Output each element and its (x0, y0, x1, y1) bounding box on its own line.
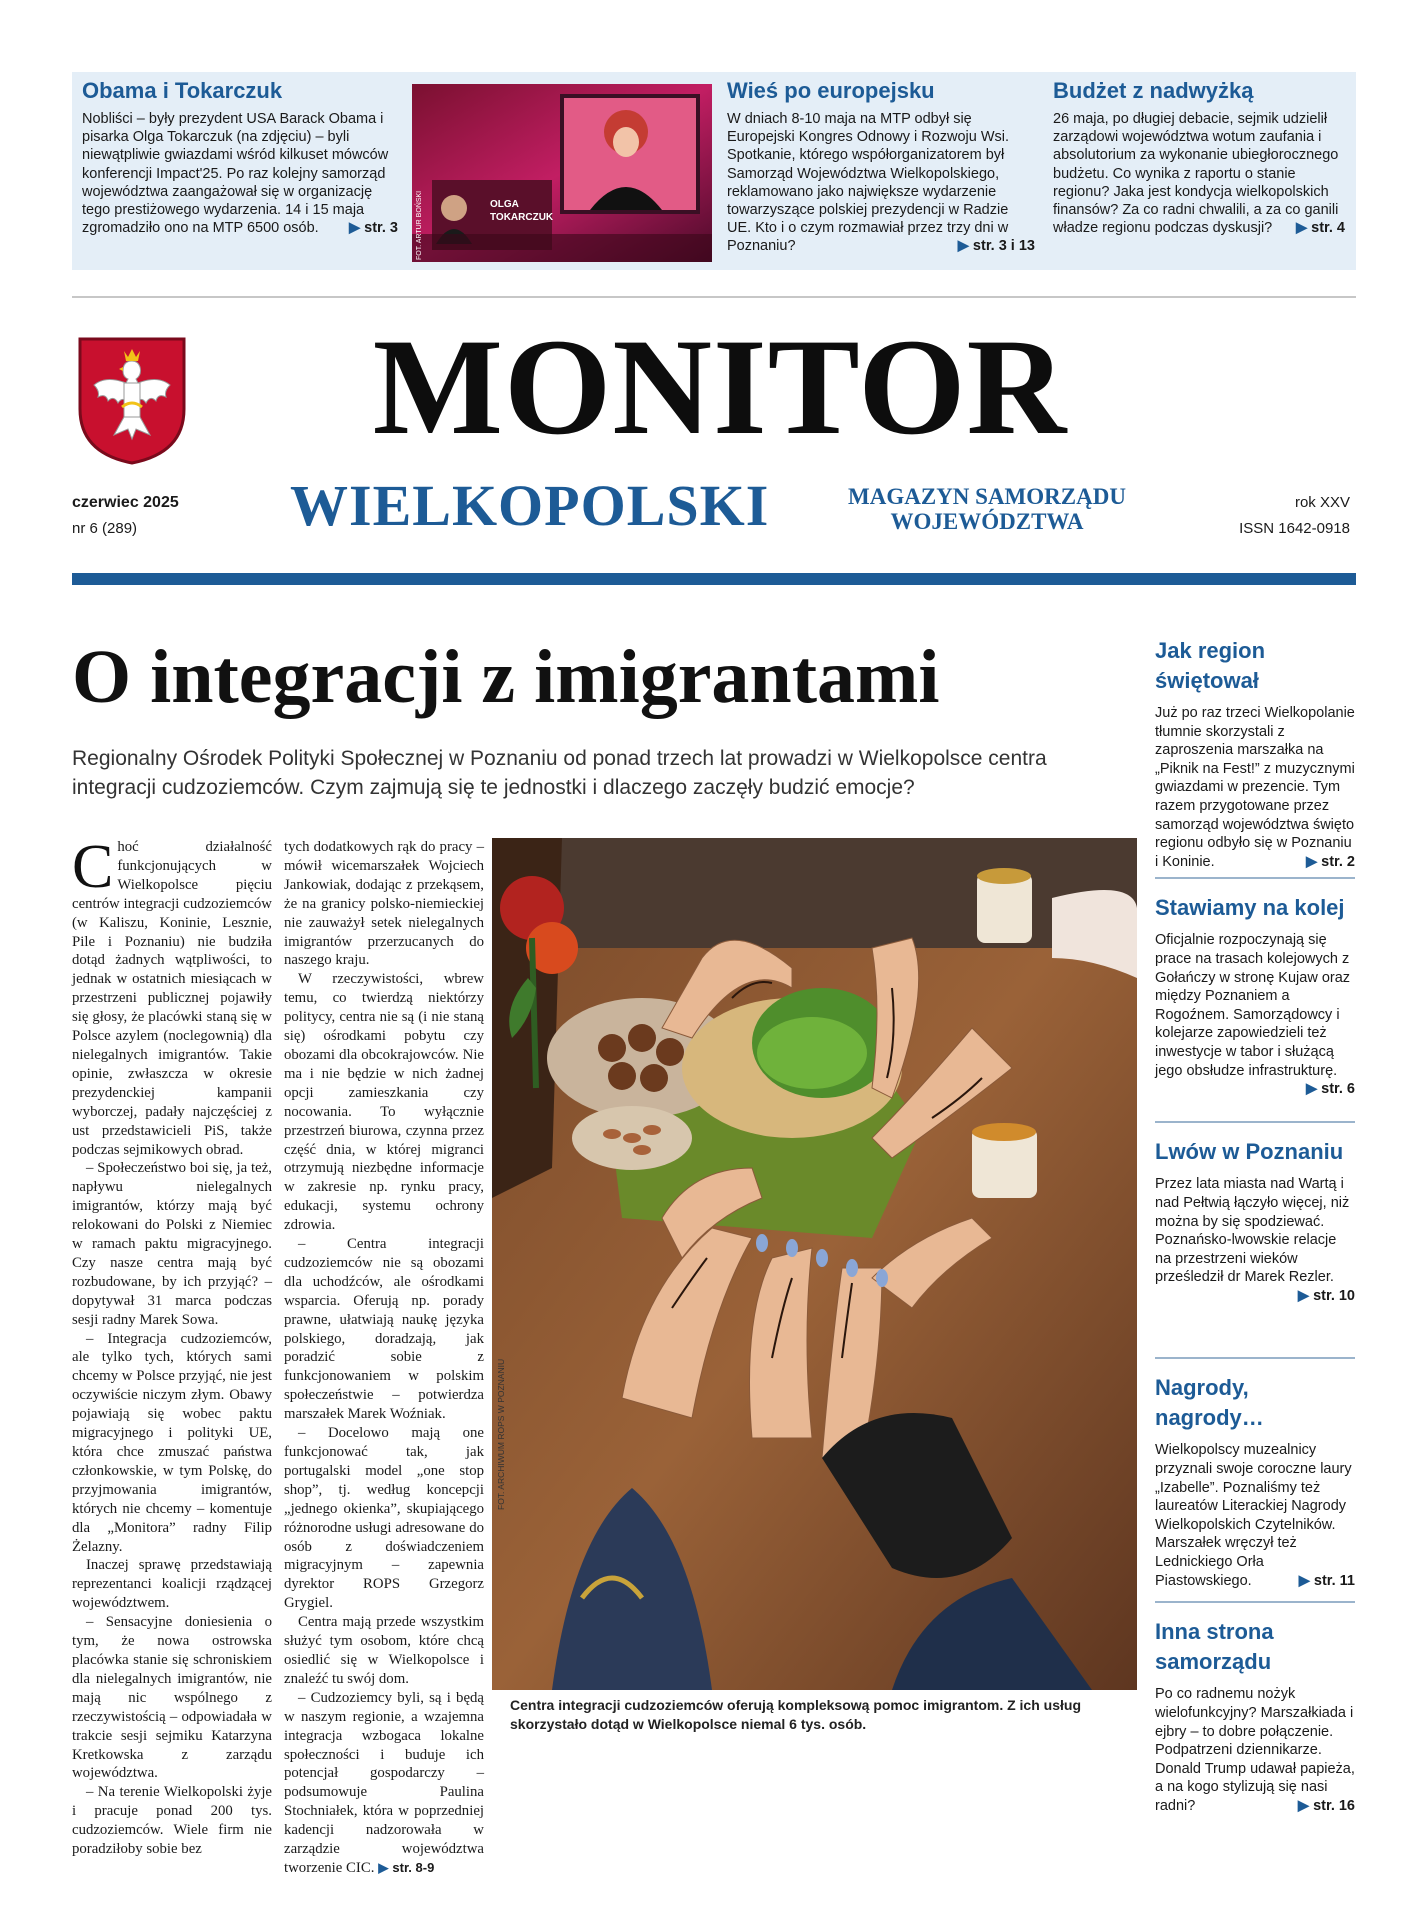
paragraph: – Docelowo mają one funkcjonować tak, jak portugalski model „one stop shop”, tj. według koncepcji „jednego okienka”, skupiającego różnorodne usługi adresowane do osób z doświadczeniem migracyjnym – zapewnia dyrektor ROPS Grzegorz Grygiel. (284, 1425, 484, 1612)
play-arrow-icon: ▶ (348, 220, 361, 237)
main-photo (492, 838, 1137, 1690)
page-ref[interactable]: ▶ str. 8-9 (378, 1859, 435, 1875)
sidebar-text: Oficjalnie rozpoczynają się prace na trasach kolejowych z Gołańczy w stronę Kujaw oraz między Poznaniem a Rogoźnem. Samorządowcy i kolejarze zapowiedzieli też inwestycje w tabor i służącą jego obsłudze infrastrukturę. ▶ str. 6 (1155, 932, 1355, 1098)
sidebar-item-lwow[interactable] (1155, 1137, 1355, 1359)
issue-number: nr 6 (289) (72, 520, 138, 537)
screen-label: TOKARCZUK (490, 212, 554, 223)
paragraph: Inaczej sprawę przedstawiają reprezentanci koalicji rządzącej województwem. (72, 1557, 272, 1612)
sidebar-item-nagrody[interactable] (1155, 1373, 1355, 1603)
paragraph: – Sensacyjne doniesienia o tym, że nowa ostrowska placówka stanie się schroniskiem dla nielegalnych imigrantów, nie mają nic wspólnego z rzeczywistością – odpowiadała w trakcie sesji sejmiku Katarzyna Kretkowska z zarządu województwa. (72, 1614, 272, 1782)
page-ref[interactable]: ▶ str. 6 (1305, 1081, 1355, 1098)
photo-credit: FOT. ARTUR BOŃSKI (416, 190, 423, 260)
article-lead: Regionalny Ośrodek Polityki Społecznej w Poznaniu od ponad trzech lat prowadzi w Wielkopolsce centra integracji cudzoziemców. Czym zajmują się te jednostki i dlaczego zaczęły budzić emocje? (72, 747, 1047, 799)
issue-date: czerwiec 2025 (72, 494, 179, 511)
page-ref[interactable]: ▶ str. 11 (1298, 1572, 1355, 1589)
sidebar-text: Po co radnemu nożyk wielofunkcyjny? Marszałkiada i ejbry – to dobre połączenie. Podpatrzeni dziennikarze. Donald Trump udawał papieża, a na kogo stylizują się nasi radni? ▶ str. 16 (1155, 1686, 1355, 1814)
teaser-text: 26 maja, po długiej debacie, sejmik udzielił zarządowi województwa wotum zaufania i absolutorium za wykonanie ubiegłorocznego budżetu. Co wynika z raportu o stanie regionu? Jaka jest kondycja wielkopolskich finansów? Za co radni chwalili, a za co ganili władze regionu podczas dyskusji? ▶ str. 4 (1053, 111, 1345, 237)
play-arrow-icon: ▶ (1298, 1572, 1310, 1589)
paragraph: – Centra integracji cudzoziemców nie są obozami dla uchodźców, ale ośrodkami wsparcia. Oferują np. porady prawne, ułatwiają naukę języka polskiego, doradzają, jak poradzić sobie z funkcjonowaniem w polskim społeczeństwie – potwierdza marszałek Marek Woźniak. (284, 1236, 484, 1423)
issue-info (72, 490, 179, 542)
paragraph: W rzeczywistości, wbrew temu, co twierdzą niektórzy politycy, centra nie są (i nie staną się) ośrodkami pobytu czy obozami dla obcokrajowców. Nie ma i nie będzie w nich żadnej opcji zamieszkania czy nocowania. To wyłącznie przestrzeń biurowa, czynna przez część dnia, w której migranci otrzymują niezbędne informacje w zakresie np. rynku pracy, edukacji, systemu ochrony zdrowia. (284, 971, 484, 1234)
teaser-budzet[interactable] (1053, 78, 1345, 237)
page-ref[interactable]: ▶ str. 3 i 13 (957, 238, 1035, 255)
sidebar-text: Przez lata miasta nad Wartą i nad Pełtwią łączyło więcej, niż można by się spodziewać. Poznańsko-lwowskie relacje na przestrzeni wieków prześledził dr Marek Rezler. ▶ str. 10 (1155, 1176, 1355, 1304)
sidebar-title: Jak region świętował (1155, 638, 1266, 693)
paragraph: – Na terenie Wielkopolski żyje i pracuje ponad 200 tys. cudzoziemców. Wiele firm nie poradziłoby sobie bez (72, 1784, 272, 1858)
teaser-text: Nobliści – były prezydent USA Barack Obama i pisarka Olga Tokarczuk (na zdjęciu) – byli niewątpliwie gwiazdami wśród kilkuset mówców konferencji Impact'25. Po raz kolejny samorząd województwa zaangażował się w organizację tego prestiżowego wydarzenia. 14 i 15 maja zgromadziło ono na MTP 6500 osób. ▶ str. 3 (82, 111, 398, 237)
play-arrow-icon: ▶ (1297, 1797, 1310, 1814)
masthead-subtitle: WIELKOPOLSKI (290, 473, 770, 538)
teaser-title: Wieś po europejsku (727, 78, 935, 103)
masthead-tagline: MAGAZYN SAMORZĄDU WOJEWÓDZTWA (848, 484, 1126, 534)
divider (72, 296, 1356, 298)
page-ref[interactable]: ▶ str. 4 (1295, 220, 1345, 237)
teaser-photo (412, 84, 712, 262)
sidebar-text: Wielkopolscy muzealnicy przyznali swoje coroczne laury „Izabelle”. Poznaliśmy też laureatów Literackiej Nagrody Wielkopolskich Czytelników. Marszałek wręczył też Lednickiego Orła Piastowskiego. ▶ str. 11 (1155, 1442, 1355, 1589)
drop-cap: C (72, 833, 114, 901)
play-arrow-icon: ▶ (957, 238, 969, 255)
page-ref[interactable]: ▶ str. 16 (1297, 1797, 1355, 1814)
paragraph: – Społeczeństwo boi się, ja też, napływu nielegalnych imigrantów, którzy mają być relokowani do Polski z Niemiec w ramach paktu migracyjnego. Czy nasze centra mają być rozbudowane, by ich przyjąć? – dopytywał 31 marca podczas sesji radny Marek Sowa. (72, 1160, 272, 1328)
play-arrow-icon: ▶ (1297, 1287, 1310, 1304)
masthead-title: MONITOR (372, 310, 1068, 463)
article-headline: O integracji z imigrantami (72, 635, 940, 719)
sidebar-text: Już po raz trzeci Wielkopolanie tłumnie skorzystali z zaproszenia marszałka na „Piknik na Fest!” z muzycznymi gwiazdami w prezencie. Tym razem przygotowane przez samorząd województwa święto regionu odbyło się w Poznaniu i Koninie. ▶ str. 2 (1155, 705, 1355, 870)
white-eagle-crest-icon (76, 335, 188, 467)
teaser-obama[interactable] (82, 78, 398, 237)
photo-credit: FOT. ARCHIWUM ROPS W POZNANIU (496, 1358, 506, 1510)
teaser-title: Budżet z nadwyżką (1053, 78, 1254, 103)
page-ref[interactable]: ▶ str. 2 (1305, 853, 1355, 870)
sidebar-title: Lwów w Poznaniu (1155, 1139, 1344, 1165)
article-column-2 (284, 838, 484, 1878)
photo-caption: Centra integracji cudzoziemców oferują kompleksową pomoc imigrantom. Z ich usług skorzystało dotąd w Wielkopolsce niemal 6 tys. osób. (510, 1697, 1081, 1732)
issue-year: rok XXV (1294, 494, 1350, 511)
article-column-1 (72, 833, 272, 1859)
paragraph: – Integracja cudzoziemców, ale tylko tych, których sami chcemy w Polsce przyjąć, nie jest oczywiście niczym złym. Obawy pojawiają się wobec paktu migracyjnego i polityki UE, która chce zmuszać państwa członkowskie, w tym Polskę, do przyjmowania imigrantów, których nie chcemy – komentuje dla „Monitora” radny Filip Żelazny. (72, 1330, 272, 1555)
issue-meta (1239, 490, 1350, 542)
paragraph: tych dodatkowych rąk do pracy – mówił wicemarszałek Wojciech Jankowiak, dodając z przekąsem, że na granicy polsko-niemieckiej nie zauważył setek nielegalnych imigrantów przerzucanych do naszego kraju. (284, 839, 484, 969)
play-arrow-icon: ▶ (1295, 220, 1308, 237)
teaser-band (72, 72, 1356, 270)
sidebar (1155, 636, 1355, 1836)
teaser-title: Obama i Tokarczuk (82, 78, 283, 103)
play-arrow-icon: ▶ (1305, 1081, 1318, 1098)
play-arrow-icon: ▶ (378, 1859, 389, 1875)
paragraph: Choć działalność funkcjonujących w Wielkopolsce pięciu centrów integracji cudzoziemców (w Kaliszu, Koninie, Lesznie, Pile i Poznaniu) nie budziła dotąd żadnych wątpliwości, to jednak w ostatnich miesiącach w przestrzeni publicznej pojawiły się głosy, że placówki staną się w Polsce azylem (noclegownią) dla nielegalnych imigrantów. Takie opinie, zwłaszcza w okresie prezydenckiej kampanii wyborczej, padały najczęściej z ust przedstawicieli PiS, także podczas sejmikowych obrad. (72, 833, 272, 1158)
sidebar-item-region[interactable] (1155, 636, 1355, 879)
teaser-text: W dniach 8-10 maja na MTP odbył się Europejski Kongres Odnowy i Rozwoju Wsi. Spotkanie, którego współorganizatorem był Samorząd Województwa Wielkopolskiego, reklamowano jako największe wydarzenie towarzyszące polskiej prezydencji w Radzie UE. Kto i o czym rozmawiał przez trzy dni w Poznaniu? ▶ str. 3 i 13 (727, 111, 1035, 255)
sidebar-item-kolej[interactable] (1155, 893, 1355, 1123)
screen-label: OLGA (490, 199, 519, 210)
sidebar-title: Stawiamy na kolej (1155, 895, 1345, 921)
page-ref[interactable]: ▶ str. 10 (1297, 1287, 1355, 1304)
teaser-wies[interactable] (727, 78, 1035, 256)
sidebar-title: Inna strona samorządu (1155, 1619, 1274, 1675)
play-arrow-icon: ▶ (1305, 853, 1318, 870)
sidebar-item-samorzad[interactable] (1155, 1617, 1355, 1821)
page-ref[interactable]: ▶ str. 3 (348, 220, 398, 237)
paragraph: – Cudzoziemcy byli, są i będą w naszym regionie, a wzajemna integracja wzbogaca lokalne społeczności i buduje ich potencjał gospodarczy – podsumowuje Paulina Stochniałek, która w poprzedniej kadencji nadzorowała w zarządzie województwa tworzenie CIC. ▶ str. 8-9 (284, 1689, 484, 1876)
paragraph: Centra mają przede wszystkim służyć tym osobom, które chcą osiedlić się w Wielkopolsce i znaleźć tu swój dom. (284, 1614, 484, 1687)
masthead-bar (72, 573, 1356, 585)
sidebar-title: Nagrody, nagrody… (1155, 1375, 1264, 1431)
issn: ISSN 1642-0918 (1239, 520, 1350, 537)
